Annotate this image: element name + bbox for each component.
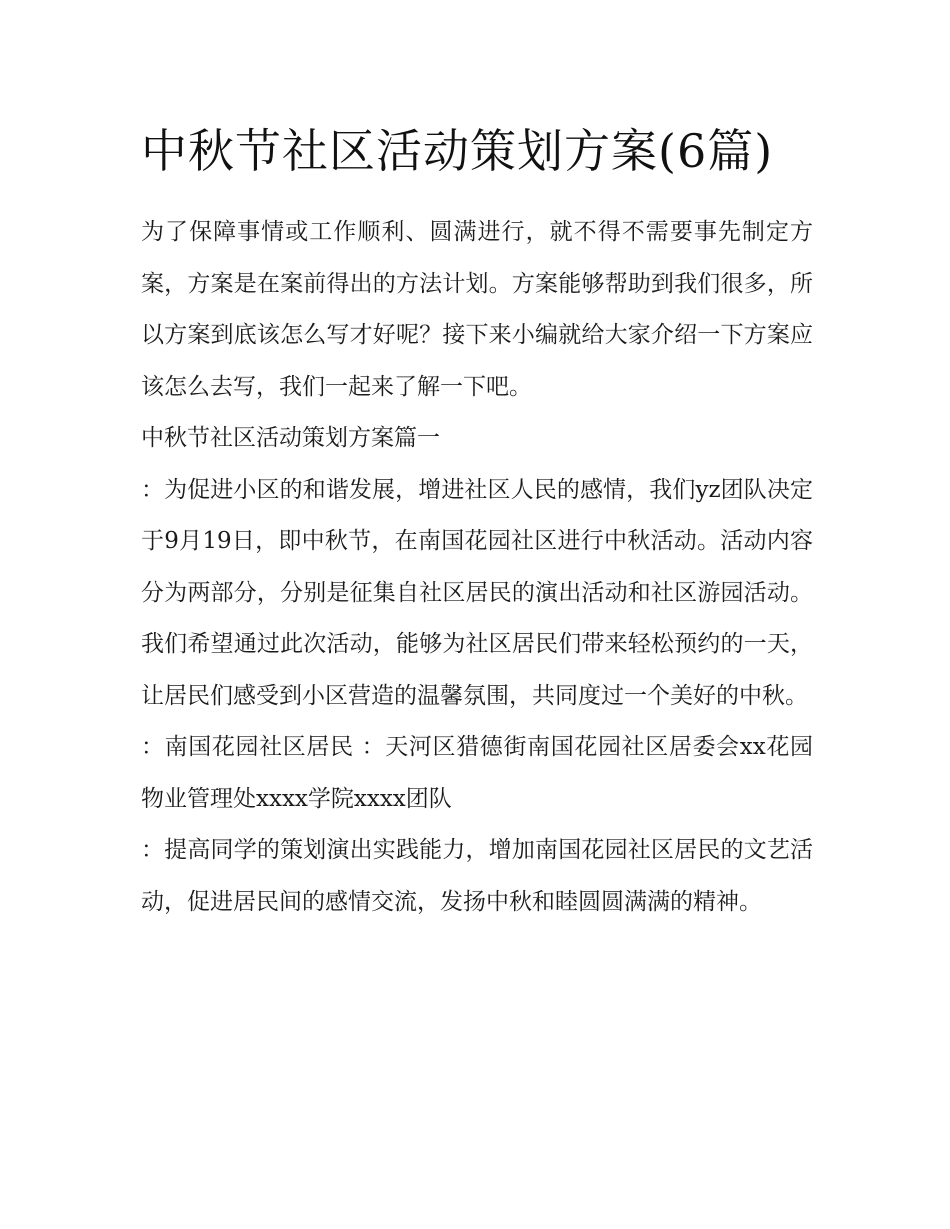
document-page [141,112,813,928]
body-paragraph: ：为促进小区的和谐发展，增进社区人民的感情，我们yz团队决定于9月19日，即中秋节，在南国花园社区进行中秋活动。活动内容分为两部分，分别是征集自社区居民的演出活动和社区游园活动。我们希望通过此次活动，能够为社区居民们带来轻松预约的一天，让居民们感受到小区营造的温馨氛围，共同度过一个美好的中秋。 [141,476,813,709]
document-title: 中秋节社区活动策划方案(6篇) [141,124,774,178]
body-paragraph: ：提高同学的策划演出实践能力，增加南国花园社区居民的文艺活动，促进居民间的感情交流，发扬中秋和睦圆圆满满的精神。 [141,837,813,915]
intro-paragraph: 为了保障事情或工作顺利、圆满进行，就不得不需要事先制定方案，方案是在案前得出的方法计划。方案能够帮助到我们很多，所以方案到底该怎么写才好呢？接下来小编就给大家介绍一下方案应该怎么去写，我们一起来了解一下吧。 [141,219,813,400]
body-paragraph: ：南国花园社区居民 ：天河区猎德街南国花园社区居委会xx花园物业管理处xxxx学院xxxx团队 [141,734,813,812]
section-heading: 中秋节社区活动策划方案篇一 [141,425,440,451]
